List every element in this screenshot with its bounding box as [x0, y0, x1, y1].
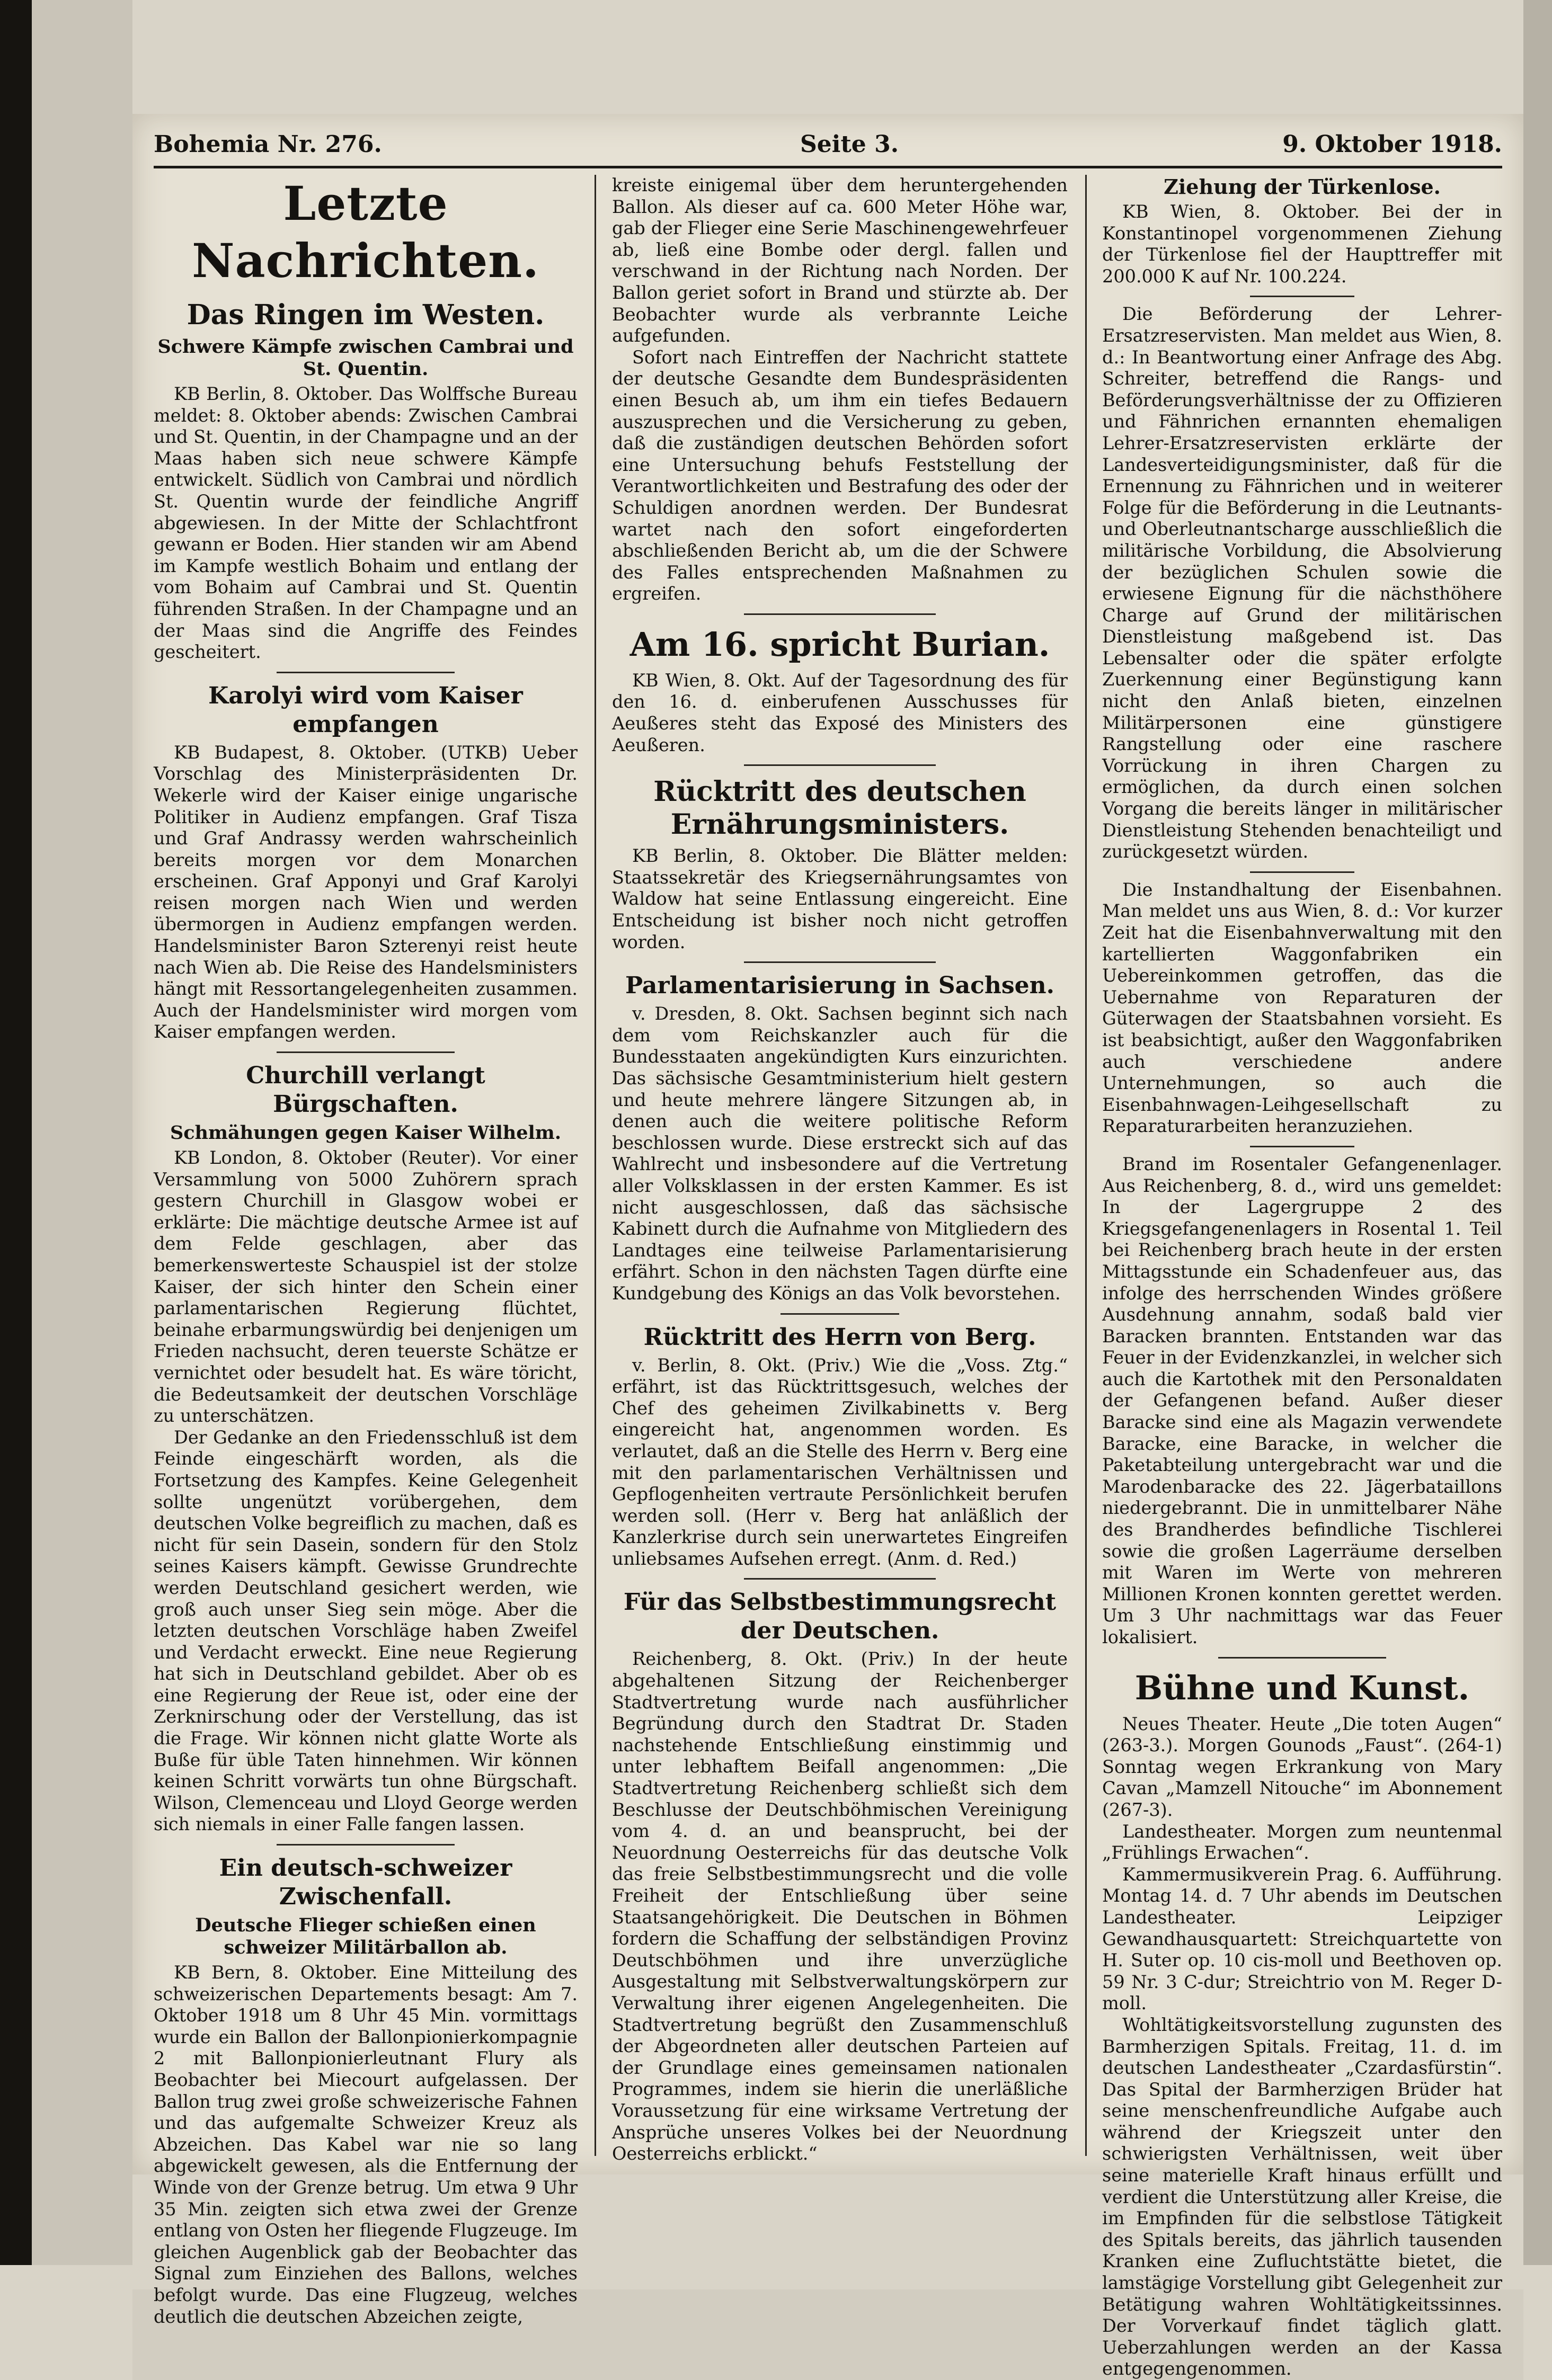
article-text: Neues Theater. Heute „Die toten Augen“ (263-3.). Morgen Gounods „Faust“. (264-1) Sonntag wegen Erkrankung von Mary Cavan „Mamzell Nitouche“ im Abonnement (267-3).	[1102, 1713, 1502, 1820]
article-title: Rücktritt des Herrn von Berg.	[643, 1323, 1036, 1351]
article-text: Kammermusikverein Prag. 6. Aufführung. Montag 14. d. 7 Uhr abends im Deutschen Landestheater. Leipziger Gewandhausquartett: Streichquartette von H. Suter op. 10 cis-moll und Beethoven op. 59 Nr. 3 C-dur; Streichtrio von M. Reger D-moll.	[1102, 1864, 1502, 2014]
article-subtitle: Deutsche Flieger schießen einen schweizer Militärballon ab.	[195, 1914, 536, 1959]
article-text: Landestheater. Morgen zum neuntenmal „Frühlings Erwachen“.	[1102, 1821, 1502, 1864]
article-title: Parlamentarisierung in Sachsen.	[625, 972, 1054, 1000]
page-header	[154, 126, 1502, 163]
article-text: KB Bern, 8. Oktober. Eine Mitteilung des schweizerischen Departements besagt: Am 7. Oktober 1918 um 8 Uhr 45 Min. vormittags wurde ein Ballon der Ballonpionierkompagnie 2 mit Ballonpionierleutnant Flury als Beobachter bei Miecourt aufgelassen. Der Ballon trug zwei große schweizerische Fahnen und das aufgemalte Schweizer Kreuz als Abzeichen. Das Kabel war nie so lang abgewickelt gewesen, als die Entfernung der Winde von der Grenze betrug. Um etwa 9 Uhr 35 Min. zeigten sich etwa zwei der Grenze entlang von Osten her fliegende Flugzeuge. Im gleichen Augenblick gab der Beobachter das Signal zum Einziehen des Ballons, welches befolgt wurde. Das eine Flugzeug, welches deutlich die deutschen Abzeichen zeigte,	[154, 1962, 578, 2327]
column-rule-1	[595, 175, 596, 2156]
article-text-continued: kreiste einigemal über dem heruntergehenden Ballon. Als dieser auf ca. 600 Meter Höhe war, gab der Flieger eine Serie Maschinengewehrfeuer ab, ließ eine Bombe oder dergl. fallen und verschwand in der Richtung nach Norden. Der Ballon geriet sofort in Brand und stürzte ab. Der Beobachter wurde als verbrannte Leiche aufgefunden.	[612, 175, 1068, 346]
article-text: KB Wien, 8. Oktober. Bei der in Konstantinopel vorgenommenen Ziehung der Türkenlose fiel der Haupttreffer mit 200.000 K auf Nr. 100.224.	[1102, 201, 1502, 287]
column-2	[612, 175, 1068, 2167]
header-date: 9. Oktober 1918.	[1282, 131, 1502, 158]
article-title: Das Ringen im Westen.	[187, 299, 545, 331]
section-title-stage-and-art: Bühne und Kunst.	[1134, 1668, 1470, 1707]
article-title: Churchill verlangt Bürgschaften.	[246, 1062, 485, 1118]
article-text: KB Wien, 8. Okt. Auf der Tagesordnung des für den 16. d. einberufenen Ausschusses für Aeußeres steht das Exposé des Ministers des Aeußeren.	[612, 670, 1068, 755]
article-text: Der Gedanke an den Friedensschluß ist dem Feinde eingeschärft worden, als die Fortsetzung des Kampfes. Keine Gelegenheit sollte ungenützt vorübergehen, dem deutschen Volke begreiflich zu machen, daß es nicht für sein Dasein, sondern für den Stolz seines Kaisers kämpft. Gewisse Grundrechte werden Deutschland gesichert werden, wie groß auch unser Sieg sein möge. Aber die letzten deutschen Vorschläge haben Zweifel und Verdacht erweckt. Eine neue Regierung hat sich in Deutschland gebildet. Aber ob es eine Regierung der Reue ist, oder eine der Zerknirschung oder der Verstellung, das ist die Frage. Wir können nicht glatte Worte als Buße für üble Taten hinnehmen. Wir können keinen Schritt vorwärts tun ohne Bürgschaft. Wilson, Clemenceau und Lloyd George werden sich niemals in einer Falle fangen lassen.	[154, 1427, 578, 1835]
article-text: KB Berlin, 8. Oktober. Die Blätter melden: Staatssekretär des Kriegsernährungsamtes von Waldow hat seine Entlassung eingereicht. Eine Entscheidung ist bisher noch nicht getroffen worden.	[612, 845, 1068, 952]
column-3	[1102, 175, 1502, 2379]
header-page-number: Seite 3.	[800, 131, 899, 158]
article-subtitle: Schwere Kämpfe zwischen Cambrai und St. Quentin.	[157, 336, 574, 380]
separator	[744, 961, 935, 963]
separator	[781, 1313, 899, 1315]
article-title: Am 16. spricht Burian.	[629, 625, 1050, 664]
article-text: Die Instandhaltung der Eisenbahnen. Man meldet uns aus Wien, 8. d.: Vor kurzer Zeit hat die Eisenbahnverwaltung mit den kartellierten Waggonfabriken ein Uebereinkommen getroffen, das die Uebernahme von Reparaturen der Güterwagen der Staatsbahnen vorsieht. Es ist beabsichtigt, außer den Waggonfabriken auch verschiedene andere Unternehmungen, so auch die Eisenbahnwagen-Leihgesellschaft zu Reparaturarbeiten heranzuziehen.	[1102, 879, 1502, 1137]
scan-edge-dark	[0, 0, 32, 2265]
separator	[1250, 871, 1354, 873]
separator	[744, 613, 935, 615]
article-text: Reichenberg, 8. Okt. (Priv.) In der heute abgehaltenen Sitzung der Reichenberger Stadtvertretung wurde nach ausführlicher Begründung durch den Stadtrat Dr. Staden nachstehende Entschließung einstimmig und unter lebhaftem Beifall angenommen: „Die Stadtvertretung Reichenberg schließt sich dem Beschlusse der Deutschböhmischen Vereinigung vom 4. d. an und beansprucht, bei der Neuordnung Oesterreichs für das deutsche Volk das freie Selbstbestimmungsrecht und die volle Freiheit der Entschließung über seine Staatsangehörigkeit. Die Deutschen in Böhmen fordern die Schaffung der selbständigen Provinz Deutschböhmen und ihre unverzügliche Ausgestaltung mit Selbstverwaltungskörpern zur Verwaltung ihrer eigenen Angelegenheiten. Die Stadtvertretung begrüßt den Zusammenschluß der Abgeordneten aller deutschen Parteien auf der Grundlage eines gemeinsamen nationalen Programmes, indem sie hierin die unerläßliche Voraussetzung für eine wirksame Vertretung der Ansprüche unseres Volkes bei der Neuordnung Oesterreichs erblickt.“	[612, 1648, 1068, 2164]
separator	[744, 764, 935, 766]
article-text: KB Berlin, 8. Oktober. Das Wolffsche Bureau meldet: 8. Oktober abends: Zwischen Cambrai und St. Quentin, in der Champagne und an der Maas haben sich neue schwere Kämpfe entwickelt. Südlich von Cambrai und nördlich St. Quentin wurde der feindliche Angriff abgewiesen. In der Mitte der Schlachtfront gewann er Boden. Hier standen wir am Abend im Kampfe westlich Bohaim und entlang der vom Bohaim auf Cambrai und St. Quentin führenden Straßen. In der Champagne und an der Maas sind die Angriffe des Feindes gescheitert.	[154, 384, 578, 663]
article-title: Ein deutsch-schweizer Zwischenfall.	[219, 1855, 512, 1911]
masthead-latest-news: Letzte Nachrichten.	[192, 176, 539, 288]
separator	[1218, 1657, 1386, 1659]
newspaper-page	[132, 114, 1523, 2379]
scan-edge-right	[1523, 0, 1552, 2265]
separator	[277, 1844, 455, 1846]
scan-margin	[32, 0, 132, 2265]
article-title: Für das Selbstbestimmungsrecht der Deutschen.	[623, 1589, 1057, 1645]
header-rule	[154, 166, 1502, 168]
article-text: Die Beförderung der Lehrer-Ersatzreservisten. Man meldet aus Wien, 8. d.: In Beantwortung einer Anfrage des Abg. Schreiter, betreffend die Rangs- und Beförderungsverhältnisse der zu Offizieren und Fähnrichen ernannten ehemaligen Lehrer-Ersatzreservisten erklärte der Landesverteidigungsminister, daß für die Ernennung zu Fähnrichen und in weiterer Folge für die Beförderung in die Leutnants- und Oberleutnantscharge ausschließlich die militärische Vorbildung, die Absolvierung der bezüglichen Schulen sowie die erwiesene Eignung für die nächsthöhere Charge auf Grund der militärischen Dienstleistung maßgebend ist. Das Lebensalter oder die später erfolgte Zuerkennung einer Begünstigung kann nicht den Anlaß bieten, einzelnen Militärpersonen eine günstigere Rangstellung oder eine raschere Vorrückung in ihren Chargen zu ermöglichen, da durch einen solchen Vorgang die bereits länger in militärischer Dienstleistung Stehenden benachteiligt und zurückgesetzt würden.	[1102, 304, 1502, 862]
article-text: KB Budapest, 8. Oktober. (UTKB) Ueber Vorschlag des Ministerpräsidenten Dr. Wekerle wird der Kaiser einige ungarische Politiker in Audienz empfangen. Graf Tisza und Graf Andrassy werden wahrscheinlich bereits morgen vor dem Monarchen erscheinen. Graf Apponyi und Graf Karolyi reisen morgen nach Wien und werden übermorgen in Audienz empfangen werden. Handelsminister Baron Szterenyi reist heute nach Wien ab. Die Reise des Handelsministers hängt mit Ressortangelegenheiten zusammen. Auch der Handelsminister wird morgen vom Kaiser empfangen werden.	[154, 742, 578, 1042]
article-text: v. Dresden, 8. Okt. Sachsen beginnt sich nach dem vom Reichskanzler auch für die Bundesstaaten angekündigten Kurs einzurichten. Das sächsische Gesamtministerium hielt gestern und heute mehrere längere Sitzungen ab, in denen auch die weitere politische Reform beschlossen wurde. Diese erstreckt sich auf das Wahlrecht und insbesondere auf die Vertretung aller Volksklassen in der ersten Kammer. Es ist nicht ausgeschlossen, daß das sächsische Kabinett durch die Aufnahme von Mitgliedern des Landtages eine teilweise Parlamentarisierung erfährt. Schon in den nächsten Tagen dürfte eine Kundgebung des Königs an das Volk bevorstehen.	[612, 1003, 1068, 1304]
separator	[1250, 1146, 1354, 1147]
separator	[744, 1578, 935, 1580]
article-text: v. Berlin, 8. Okt. (Priv.) Wie die „Voss. Ztg.“ erfährt, ist das Rücktrittsgesuch, welches der Chef des geheimen Zivilkabinetts v. Berg eingereicht hat, angenommen worden. Es verlautet, daß an die Stelle des Herrn v. Berg eine mit den parlamentarischen Verhältnissen und Gepflogenheiten vertraute Persönlichkeit berufen werden soll. (Herr v. Berg hat anläßlich der Kanzlerkrise durch sein unerwartetes Eingreifen unliebsames Aufsehen erregt. (Anm. d. Red.)	[612, 1354, 1068, 1569]
article-text: Brand im Rosentaler Gefangenenlager. Aus Reichenberg, 8. d., wird uns gemeldet: In der Lagergruppe 2 des Kriegsgefangenenlagers in Rosental 1. Teil bei Reichenberg brach heute in der ersten Mittagsstunde ein Schadenfeuer aus, das infolge des herrschenden Windes größere Ausdehnung annahm, sodaß bald vier Baracken brannten. Entstanden war das Feuer in der Evidenzkanzlei, in welcher sich auch die Kartothek mit den Personaldaten der Gefangenen befand. Außer dieser Baracke sind eine als Magazin verwendete Baracke, eine Baracke, in welcher die Paketabteilung untergebracht war und die Marodenbaracke des 22. Jägerbataillons niedergebrannt. Die in unmittelbarer Nähe des Brandherdes befindliche Tischlerei sowie die großen Lagerräume derselben mit Waren im Werte von mehreren Millionen Kronen konnten gerettet werden. Um 3 Uhr nachmittags war das Feuer lokalisiert.	[1102, 1153, 1502, 1647]
article-title: Karolyi wird vom Kaiser empfangen	[208, 682, 523, 738]
column-1	[154, 175, 578, 2327]
article-text: KB London, 8. Oktober (Reuter). Vor einer Versammlung von 5000 Zuhörern sprach gestern Churchill in Glasgow wobei er erklärte: Die mächtige deutsche Armee ist auf dem Felde geschlagen, aber das bemerkenswerteste Schauspiel ist der stolze Kaiser, der sich hinter den Schein einer parlamentarischen Regierung flüchtet, beinahe erbarmungswürdig bei denjenigen um Frieden nachsucht, deren teuerste Schätze er vernichtet oder besudelt hat. Es wäre töricht, die Bedeutsamkeit der deutschen Vorschläge zu unterschätzen.	[154, 1147, 578, 1427]
article-text: Sofort nach Eintreffen der Nachricht stattete der deutsche Gesandte dem Bundespräsidenten einen Besuch ab, um ihm ein tiefes Bedauern auszusprechen und die Versicherung zu geben, daß die zuständigen deutschen Behörden sofort eine Untersuchung behufs Feststellung der Verantwortlichkeiten und Bestrafung des oder der Schuldigen anordnen werden. Der Bundesrat wartet nach den sofort eingeforderten abschließenden Bericht ab, um die der Schwere des Falles entsprechenden Maßnahmen zu ergreifen.	[612, 346, 1068, 604]
separator	[1250, 296, 1354, 297]
separator	[277, 1051, 455, 1053]
column-rule-2	[1085, 175, 1087, 2156]
article-title: Rücktritt des deutschen Ernährungsministers.	[653, 775, 1026, 841]
header-issue: Bohemia Nr. 276.	[154, 131, 382, 158]
article-title: Ziehung der Türkenlose.	[1164, 175, 1441, 199]
article-subtitle: Schmähungen gegen Kaiser Wilhelm.	[170, 1122, 562, 1144]
separator	[277, 672, 455, 673]
article-text: Wohltätigkeitsvorstellung zugunsten des Barmherzigen Spitals. Freitag, 11. d. im deutschen Landestheater „Czardasfürstin“. Das Spital der Barmherzigen Brüder hat seine menschenfreundliche Aufgabe auch während der Kriegszeit unter den schwierigsten Verhältnissen, weit über seine materielle Kraft hinaus erfüllt und verdient die Unterstützung aller Kreise, die im Empfinden für die selbstlose Tätigkeit des Spitals bereits, das jährlich tausenden Kranken eine Zufluchtstätte bietet, die lamstägige Vorstellung gibt Gelegenheit zur Betätigung wahren Wohltätigkeitssinnes. Der Vorverkauf findet täglich glatt. Ueberzahlungen werden an der Kassa entgegengenommen.	[1102, 2014, 1502, 2379]
